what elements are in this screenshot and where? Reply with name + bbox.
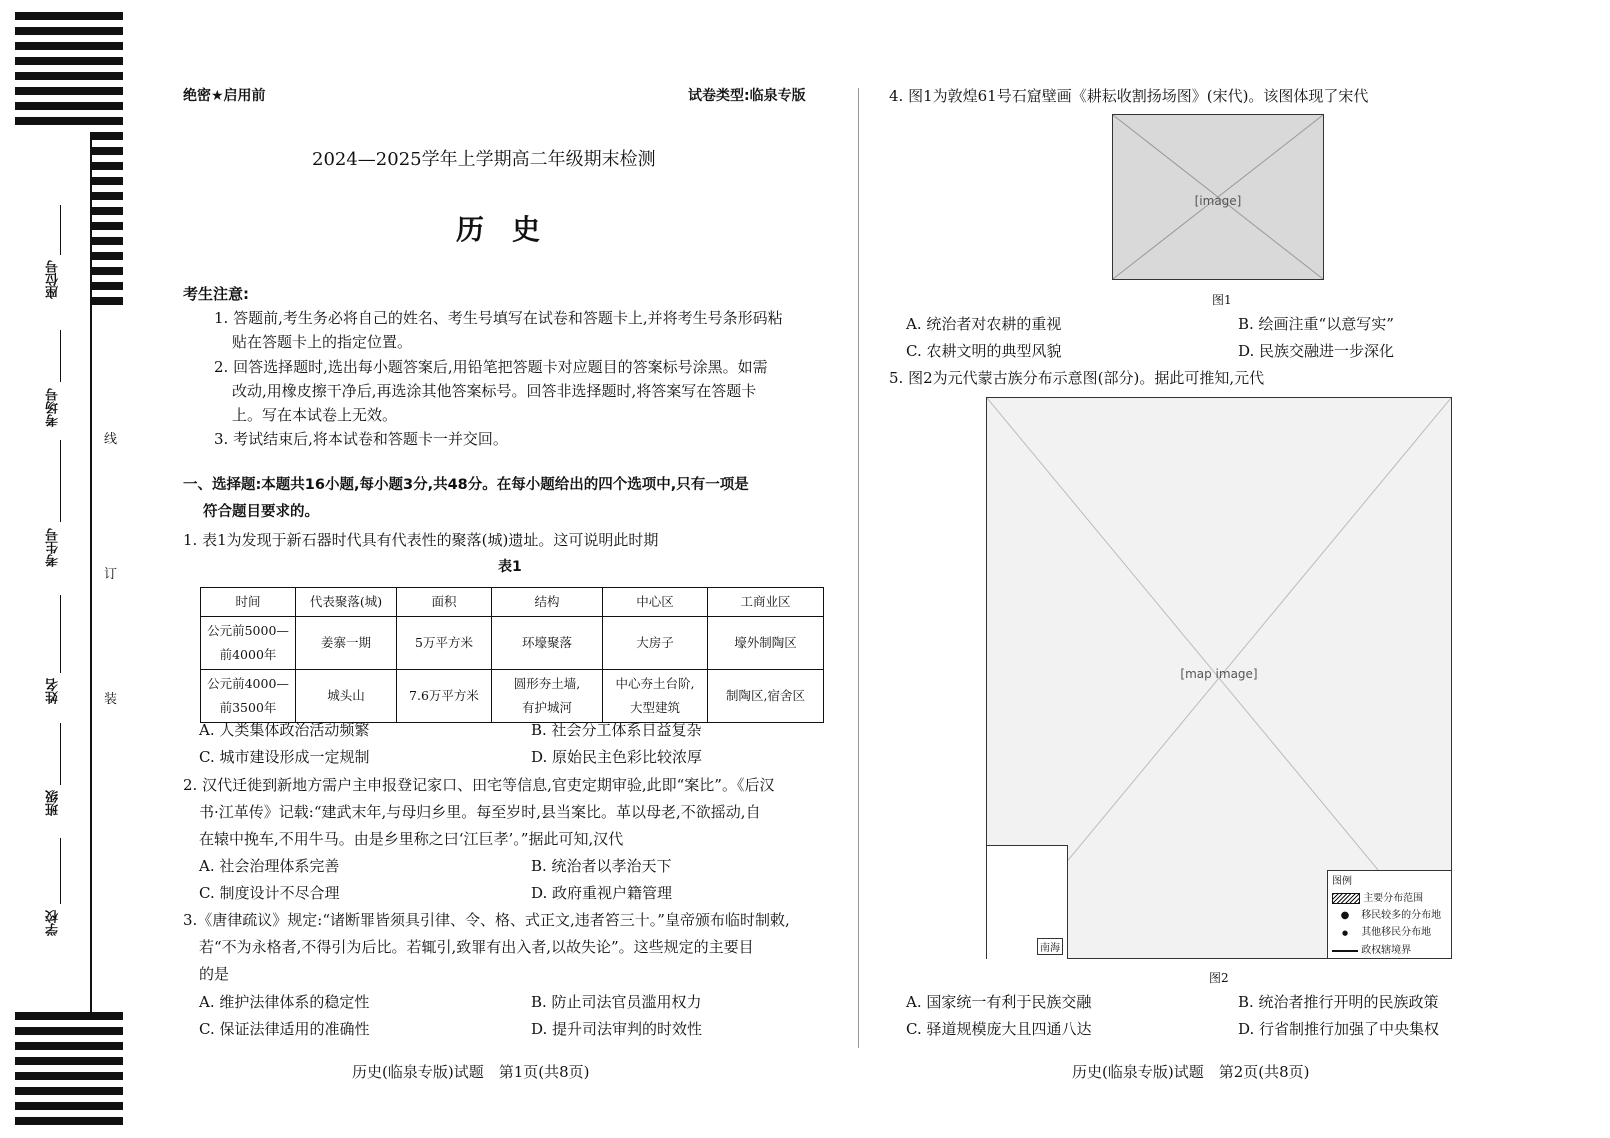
binding-bar <box>90 162 123 170</box>
question-stem: 在辕中挽车,不用牛马。由是乡里称之曰‘江巨孝’。”据此可知,汉代 <box>199 830 624 848</box>
table-header-row <box>201 588 824 617</box>
option-b[interactable]: B. 社会分工体系日益复杂 <box>531 721 702 739</box>
field-school: 学校 <box>46 910 61 936</box>
binding-bar <box>90 237 123 245</box>
table-header-cell: 工商业区 <box>708 588 824 617</box>
notice-line: 1. 答题前,考生务必将自己的姓名、考生号填写在试卷和答题卡上,并将考生号条形码粘 <box>214 309 783 327</box>
binding-bar <box>90 192 123 200</box>
binding-bar <box>15 72 123 80</box>
binding-bar <box>90 207 123 215</box>
question-stem: 的是 <box>199 965 230 983</box>
option-d[interactable]: D. 民族交融进一步深化 <box>1238 342 1395 360</box>
table-row <box>201 617 824 670</box>
question-stem: 1. 表1为发现于新石器时代具有代表性的聚落(城)遗址。这可说明此时期 <box>183 531 659 549</box>
table-header-cell: 时间 <box>201 588 296 617</box>
legend-label: 移民较多的分布地 <box>1361 910 1442 921</box>
binding-bar <box>15 117 123 125</box>
table-cell <box>492 670 603 723</box>
binding-bar <box>15 57 123 65</box>
table-header-cell: 代表聚落(城) <box>296 588 397 617</box>
yuan-map-image <box>986 397 1452 959</box>
binding-bar <box>15 1102 123 1110</box>
cut-mark-line: 线 <box>104 432 118 447</box>
binding-bar <box>90 177 123 185</box>
table-header-cell: 面积 <box>397 588 492 617</box>
cell-text: 前4000年 <box>219 647 277 662</box>
small-dot-icon: ● <box>1341 929 1349 937</box>
option-a[interactable]: A. 人类集体政治活动频繁 <box>199 721 370 739</box>
table-cell: 大房子 <box>603 617 708 670</box>
page-footer-left: 历史(临泉专版)试题 第1页(共8页) <box>352 1063 590 1081</box>
table-cell <box>603 670 708 723</box>
option-d[interactable]: D. 行省制推行加强了中央集权 <box>1238 1020 1440 1038</box>
option-c[interactable]: C. 农耕文明的典型风貌 <box>906 342 1062 360</box>
question-stem: 书·江革传》记载:“建武末年,与母归乡里。每至岁时,县当案比。革以母老,不欲摇动,自 <box>199 803 761 821</box>
binding-bar <box>15 1072 123 1080</box>
section-heading-cont: 符合题目要求的。 <box>203 504 319 520</box>
question-stem: 3.《唐律疏议》规定:“诸断罪皆须具引律、令、格、式正文,违者笞三十。”皇帝颁布临时制敕, <box>183 911 790 929</box>
legend-label: 主要分布范围 <box>1363 893 1424 904</box>
map-legend <box>1327 870 1451 958</box>
field-candidate-number: 考生号 <box>46 528 61 567</box>
field-line[interactable] <box>60 838 61 904</box>
cell-text: 大型建筑 <box>629 700 680 715</box>
notice-line: 3. 考试结束后,将本试卷和答题卡一并交回。 <box>214 430 508 448</box>
table-cell <box>201 670 296 723</box>
column-divider <box>858 88 859 1048</box>
cell-text: 圆形夯土墙, <box>513 676 581 691</box>
legend-title: 图例 <box>1332 876 1352 887</box>
option-b[interactable]: B. 统治者以孝治天下 <box>531 857 672 875</box>
table-cell: 5万平方米 <box>397 617 492 670</box>
binding-line <box>90 132 92 1012</box>
cell-text: 公元前4000— <box>207 676 289 691</box>
binding-bar <box>15 12 123 20</box>
table-caption: 表1 <box>498 559 522 575</box>
figure-caption: 图2 <box>1209 971 1229 985</box>
table-cell: 姜寨一期 <box>296 617 397 670</box>
figure-caption: 图1 <box>1212 293 1232 307</box>
large-dot-icon: ● <box>1340 910 1350 921</box>
map-inset <box>987 845 1068 959</box>
binding-bar <box>90 252 123 260</box>
binding-bar <box>90 282 123 290</box>
cell-text: 公元前5000— <box>207 623 289 638</box>
field-line[interactable] <box>60 330 61 382</box>
table-header-cell: 结构 <box>492 588 603 617</box>
notice-line: 2. 回答选择题时,选出每小题答案后,用铅笔把答题卡对应题目的答案标号涂黑。如需 <box>214 358 768 376</box>
binding-bar <box>15 42 123 50</box>
mural-image <box>1112 114 1324 280</box>
boundary-line-icon <box>1332 950 1358 952</box>
notice-line: 贴在答题卡上的指定位置。 <box>232 333 413 351</box>
settlement-table <box>200 587 824 723</box>
option-a[interactable]: A. 维护法律体系的稳定性 <box>199 993 370 1011</box>
field-line[interactable] <box>60 595 61 673</box>
table-cell: 壕外制陶区 <box>708 617 824 670</box>
exam-title: 2024—2025学年上学期高二年级期末检测 <box>312 149 656 170</box>
table-cell: 7.6万平方米 <box>397 670 492 723</box>
binding-bar <box>90 222 123 230</box>
field-exam-room: 考场号 <box>46 388 61 427</box>
table-cell: 制陶区,宿舍区 <box>708 670 824 723</box>
legend-item <box>1332 890 1447 907</box>
binding-bar <box>15 1087 123 1095</box>
binding-bar <box>15 1042 123 1050</box>
field-seat-number: 座位号 <box>46 260 61 299</box>
image-placeholder-label: [map image] <box>1180 666 1258 681</box>
confidential-label: 绝密★启用前 <box>183 88 266 104</box>
section-heading: 一、选择题:本题共16小题,每小题3分,共48分。在每小题给出的四个选项中,只有一项是 <box>183 477 749 493</box>
option-a[interactable]: A. 社会治理体系完善 <box>199 857 340 875</box>
paper-type-label: 试卷类型:临泉专版 <box>688 88 806 104</box>
cell-text: 有护城河 <box>521 700 572 715</box>
binding-bar <box>15 87 123 95</box>
table-cell: 城头山 <box>296 670 397 723</box>
question-stem: 4. 图1为敦煌61号石窟壁画《耕耘收割扬场图》(宋代)。该图体现了宋代 <box>889 87 1369 105</box>
option-b[interactable]: B. 绘画注重“以意写实” <box>1238 315 1394 333</box>
legend-item <box>1332 907 1447 924</box>
option-d[interactable]: D. 政府重视户籍管理 <box>531 884 673 902</box>
binding-bar <box>15 27 123 35</box>
table-header-cell: 中心区 <box>603 588 708 617</box>
field-line[interactable] <box>60 723 61 785</box>
legend-label: 其他移民分布地 <box>1361 927 1432 938</box>
option-c[interactable]: C. 城市建设形成一定规制 <box>199 748 370 766</box>
legend-item <box>1332 942 1447 959</box>
image-placeholder-label: [image] <box>1194 193 1242 208</box>
binding-bar <box>90 267 123 275</box>
table-row <box>201 670 824 723</box>
cut-mark-zhuang: 装 <box>104 692 118 707</box>
option-a[interactable]: A. 统治者对农耕的重视 <box>906 315 1062 333</box>
option-d[interactable]: D. 原始民主色彩比较浓厚 <box>531 748 703 766</box>
option-b[interactable]: B. 统治者推行开明的民族政策 <box>1238 993 1439 1011</box>
field-name: 姓名 <box>46 678 61 704</box>
legend-label: 政权辖境界 <box>1361 945 1412 956</box>
notice-line: 上。写在本试卷上无效。 <box>232 406 398 424</box>
table-cell: 环壕聚落 <box>492 617 603 670</box>
option-a[interactable]: A. 国家统一有利于民族交融 <box>906 993 1092 1011</box>
binding-bar <box>15 1027 123 1035</box>
legend-item <box>1332 924 1447 942</box>
binding-bar <box>90 297 123 305</box>
hatch-swatch-icon <box>1332 893 1360 904</box>
field-class: 班级 <box>46 790 61 816</box>
binding-bar <box>90 132 123 140</box>
binding-bar <box>15 1057 123 1065</box>
table-cell <box>201 617 296 670</box>
field-line[interactable] <box>60 440 61 522</box>
cut-mark-ding: 订 <box>104 567 118 582</box>
option-c[interactable]: C. 保证法律适用的准确性 <box>199 1020 370 1038</box>
option-c[interactable]: C. 制度设计不尽合理 <box>199 884 340 902</box>
question-stem: 若“不为永格者,不得引为后比。若辄引,致罪有出入者,以故失论”。这些规定的主要目 <box>199 938 754 956</box>
binding-bar <box>15 102 123 110</box>
option-b[interactable]: B. 防止司法官员滥用权力 <box>531 993 702 1011</box>
question-stem: 2. 汉代迁徙到新地方需户主申报登记家口、田宅等信息,官吏定期审验,此即“案比”。《后汉 <box>183 776 775 794</box>
binding-bar <box>90 147 123 155</box>
notice-line: 改动,用橡皮擦干净后,再选涂其他答案标号。回答非选择题时,将答案写在答题卡 <box>232 382 757 400</box>
option-c[interactable]: C. 驿道规模庞大且四通八达 <box>906 1020 1092 1038</box>
question-stem: 5. 图2为元代蒙古族分布示意图(部分)。据此可推知,元代 <box>889 369 1265 387</box>
binding-bar <box>15 1117 123 1125</box>
cell-text: 前3500年 <box>219 700 277 715</box>
subject-title: 历 史 <box>456 213 541 246</box>
page-footer-right: 历史(临泉专版)试题 第2页(共8页) <box>1072 1063 1310 1081</box>
notice-heading: 考生注意: <box>183 285 249 303</box>
field-line[interactable] <box>60 205 61 255</box>
cell-text: 中心夯土台阶, <box>615 676 695 691</box>
inset-label: 南海 <box>1037 938 1063 955</box>
option-d[interactable]: D. 提升司法审判的时效性 <box>531 1020 703 1038</box>
binding-bar <box>15 1012 123 1020</box>
